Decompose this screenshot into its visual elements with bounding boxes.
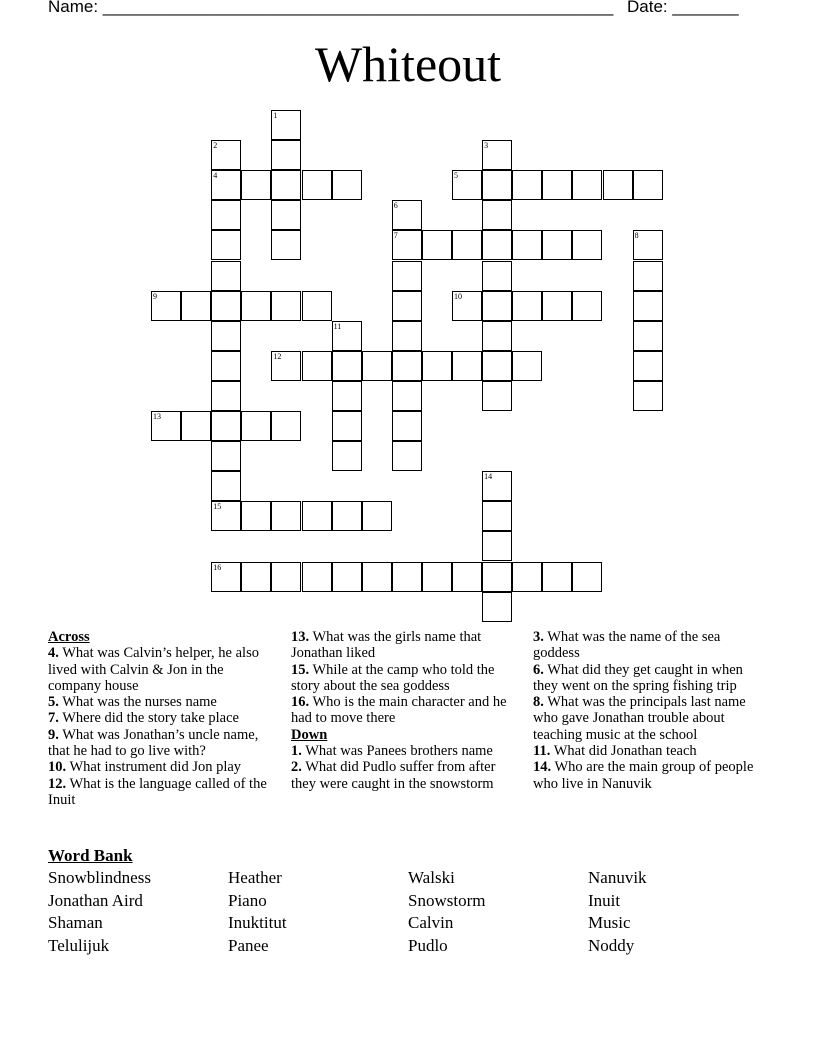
clue-number: 16 — [213, 562, 222, 572]
grid-cell[interactable] — [392, 291, 422, 321]
grid-cell[interactable] — [482, 562, 512, 592]
grid-cell[interactable] — [452, 351, 482, 381]
clue-item-text: What was Calvin’s helper, he also lived with Calvin & Jon in the company house — [48, 645, 259, 694]
grid-cell[interactable] — [302, 562, 332, 592]
clue-item-text: Who are the main group of people who live in Nanuvik — [533, 759, 754, 792]
grid-cell[interactable] — [633, 261, 663, 291]
grid-cell[interactable] — [332, 562, 362, 592]
clue-number: 2 — [213, 141, 218, 151]
clues-column-3 — [533, 629, 761, 792]
clue-item-text: What was the nurses name — [58, 694, 217, 711]
grid-cell[interactable] — [302, 501, 332, 531]
page-title: Whiteout — [314, 36, 502, 92]
grid-cell[interactable] — [482, 471, 512, 501]
clue-item-text: While at the camp who told the story about the sea goddess — [291, 661, 495, 694]
grid-cell[interactable] — [332, 170, 362, 200]
word-bank-word: Pudlo — [408, 935, 448, 955]
grid-cell[interactable] — [392, 200, 422, 230]
grid-cell[interactable] — [603, 170, 633, 200]
word-bank-word: Walski — [408, 868, 455, 887]
word-bank-word: Nanuvik — [588, 868, 647, 887]
grid-cell[interactable] — [633, 351, 663, 381]
grid-cell[interactable] — [482, 531, 512, 561]
clue-item — [533, 694, 761, 743]
clue-item-number: 9. — [48, 726, 59, 743]
clue-number: 1 — [273, 111, 278, 120]
grid-cell[interactable] — [332, 441, 362, 471]
grid-cell[interactable] — [241, 501, 271, 531]
grid-cell[interactable] — [392, 562, 422, 592]
grid-cell[interactable] — [572, 562, 602, 592]
clue-item-text: What is the language called of the Inuit — [48, 775, 267, 808]
grid-cell[interactable] — [241, 562, 271, 592]
clue-item-number: 8. — [533, 694, 544, 711]
grid-cell[interactable] — [633, 230, 663, 260]
grid-cell[interactable] — [271, 140, 301, 170]
grid-cell[interactable] — [211, 230, 241, 260]
clue-number: 3 — [484, 141, 489, 151]
word-bank-word: Shaman — [48, 913, 103, 933]
grid-cell[interactable] — [211, 351, 241, 381]
clue-item — [533, 759, 761, 792]
clue-item — [291, 743, 521, 759]
grid-cell[interactable] — [181, 291, 211, 321]
grid-cell[interactable] — [271, 291, 301, 321]
grid-cell[interactable] — [482, 230, 512, 260]
grid-cell[interactable] — [181, 411, 211, 441]
grid-cell[interactable] — [633, 321, 663, 351]
grid-cell[interactable] — [512, 230, 542, 260]
clue-item — [533, 629, 761, 662]
clue-item — [291, 629, 521, 662]
clue-item-text: What was the girls name that Jonathan liked — [291, 629, 482, 662]
word-bank-word: Telulijuk — [48, 935, 110, 955]
clue-item — [48, 645, 278, 694]
clue-item-text: What was Jonathan’s uncle name, that he had to go live with? — [48, 726, 259, 760]
grid-cell[interactable] — [482, 291, 512, 321]
word-bank-word: Noddy — [588, 935, 635, 955]
grid-cell[interactable] — [151, 411, 181, 441]
word-bank-word: Panee — [228, 935, 269, 955]
grid-cell[interactable] — [271, 200, 301, 230]
word-bank-title: Word Bank — [48, 846, 133, 865]
grid-cell[interactable] — [302, 291, 332, 321]
grid-cell[interactable] — [211, 140, 241, 170]
grid-cell[interactable] — [392, 321, 422, 351]
clue-number: 8 — [634, 231, 639, 241]
clue-number: 10 — [454, 291, 462, 301]
clue-item-number: 10. — [48, 759, 67, 776]
grid-cell[interactable] — [572, 291, 602, 321]
clue-number: 11 — [333, 321, 342, 331]
grid-cell[interactable] — [482, 261, 512, 291]
clue-number: 15 — [213, 502, 222, 512]
grid-cell[interactable] — [542, 562, 572, 592]
grid-cell[interactable] — [211, 411, 241, 441]
clue-item-number: 16. — [291, 694, 310, 711]
grid-cell[interactable] — [392, 230, 422, 260]
date-field-label: Date: _______ — [627, 0, 739, 16]
grid-cell[interactable] — [271, 170, 301, 200]
word-bank-word: Music — [588, 913, 631, 933]
word-bank-word: Calvin — [408, 913, 454, 933]
grid-cell[interactable] — [151, 291, 181, 321]
grid-cell[interactable] — [211, 441, 241, 471]
clue-item — [48, 759, 278, 775]
grid-cell[interactable] — [482, 501, 512, 531]
grid-cell[interactable] — [512, 351, 542, 381]
word-bank-word: Heather — [228, 868, 282, 887]
clues-column-2 — [291, 629, 521, 792]
grid-cell[interactable] — [332, 411, 362, 441]
clue-item-text: What was the principals last name who gave Jonathan trouble about teaching music at the school — [533, 694, 746, 743]
clue-item — [291, 662, 521, 695]
grid-cell[interactable] — [332, 321, 362, 351]
clue-item-text: What did they get caught in when they went on the spring fishing trip — [533, 661, 743, 694]
grid-cell[interactable] — [271, 351, 301, 381]
grid-cell[interactable] — [211, 471, 241, 501]
grid-cell[interactable] — [452, 562, 482, 592]
grid-cell[interactable] — [422, 230, 452, 260]
clue-item-text: What instrument did Jon play — [66, 759, 242, 776]
clue-item-text: Where did the story take place — [58, 710, 239, 727]
clue-number: 7 — [393, 231, 398, 241]
grid-cell[interactable] — [392, 411, 422, 441]
clue-item-text: What was Panees brothers name — [301, 743, 493, 760]
name-field-label: Name: ______________________________________________________ — [48, 0, 614, 16]
grid-cell[interactable] — [211, 562, 241, 592]
clue-item-number: 11. — [533, 743, 551, 760]
clue-item-number: 4. — [48, 645, 59, 662]
grid-cell[interactable] — [241, 291, 271, 321]
clue-item — [291, 759, 521, 792]
clue-item — [533, 662, 761, 695]
clue-item — [48, 776, 278, 809]
clue-item-text: Who is the main character and he had to move there — [291, 694, 507, 727]
grid-cell[interactable] — [241, 170, 271, 200]
clue-heading-down: Down — [291, 726, 328, 743]
grid-cell[interactable] — [422, 562, 452, 592]
clue-number: 9 — [153, 291, 157, 301]
clue-number: 6 — [393, 201, 398, 211]
clue-item — [48, 710, 278, 726]
word-bank-word: Jonathan Aird — [48, 890, 143, 910]
clue-item — [291, 694, 521, 727]
grid-cell[interactable] — [482, 592, 512, 622]
clue-number: 4 — [213, 171, 218, 181]
grid-cell[interactable] — [572, 170, 602, 200]
clue-item — [533, 743, 761, 759]
clue-item-number: 6. — [533, 661, 544, 678]
clue-item — [48, 727, 278, 760]
grid-cell[interactable] — [211, 170, 241, 200]
clue-item-number: 7. — [48, 710, 59, 727]
grid-cell[interactable] — [332, 351, 362, 381]
grid-cell[interactable] — [271, 110, 301, 140]
grid-cell[interactable] — [512, 170, 542, 200]
grid-cell[interactable] — [271, 562, 301, 592]
clue-item-number: 3. — [533, 629, 544, 645]
grid-cell[interactable] — [452, 230, 482, 260]
grid-cell[interactable] — [392, 381, 422, 411]
grid-cell[interactable] — [302, 351, 332, 381]
grid-cell[interactable] — [211, 381, 241, 411]
grid-cell[interactable] — [633, 170, 663, 200]
clue-item-number: 1. — [291, 743, 302, 760]
clue-number: 14 — [484, 472, 493, 482]
grid-cell[interactable] — [362, 351, 392, 381]
grid-cell[interactable] — [482, 381, 512, 411]
word-bank-word: Inuit — [588, 890, 621, 910]
grid-cell[interactable] — [422, 351, 452, 381]
grid-cell[interactable] — [482, 170, 512, 200]
grid-cell[interactable] — [572, 230, 602, 260]
grid-cell[interactable] — [512, 291, 542, 321]
grid-cell[interactable] — [482, 200, 512, 230]
clue-number: 5 — [454, 171, 458, 181]
grid-cell[interactable] — [211, 321, 241, 351]
clue-number: 13 — [153, 412, 161, 421]
grid-cell[interactable] — [271, 411, 301, 441]
grid-cell[interactable] — [482, 351, 512, 381]
grid-cell[interactable] — [332, 381, 362, 411]
grid-cell[interactable] — [362, 501, 392, 531]
grid-cell[interactable] — [362, 562, 392, 592]
word-bank-word: Piano — [228, 890, 267, 910]
clue-heading-across: Across — [48, 629, 90, 645]
grid-cell[interactable] — [211, 501, 241, 531]
grid-cell[interactable] — [482, 140, 512, 170]
grid-cell[interactable] — [452, 291, 482, 321]
grid-cell[interactable] — [452, 170, 482, 200]
clue-item-text: What was the name of the sea goddess — [533, 629, 721, 662]
grid-cell[interactable] — [211, 200, 241, 230]
clue-item-text: What did Jonathan teach — [550, 743, 697, 760]
word-bank-word: Snowblindness — [48, 868, 151, 887]
clue-item-number: 14. — [533, 759, 552, 776]
grid-cell[interactable] — [633, 381, 663, 411]
grid-cell[interactable] — [633, 291, 663, 321]
clue-item-number: 13. — [291, 629, 310, 645]
grid-cell[interactable] — [241, 411, 271, 441]
grid-cell[interactable] — [392, 441, 422, 471]
grid-cell[interactable] — [542, 230, 572, 260]
grid-cell[interactable] — [542, 291, 572, 321]
grid-cell[interactable] — [542, 170, 572, 200]
clue-item-text: What did Pudlo suffer from after they were caught in the snowstorm — [291, 759, 496, 792]
grid-cell[interactable] — [271, 501, 301, 531]
clue-item-number: 12. — [48, 775, 67, 792]
word-bank-word: Inuktitut — [228, 913, 287, 933]
grid-cell[interactable] — [392, 351, 422, 381]
grid-cell[interactable] — [302, 170, 332, 200]
grid-cell[interactable] — [512, 562, 542, 592]
grid-cell[interactable] — [392, 261, 422, 291]
clues-column-1 — [48, 629, 278, 808]
grid-cell[interactable] — [482, 321, 512, 351]
grid-cell[interactable] — [211, 261, 241, 291]
grid-cell[interactable] — [271, 230, 301, 260]
word-bank-word: Snowstorm — [408, 890, 486, 910]
clue-item-number: 15. — [291, 661, 310, 678]
grid-cell[interactable] — [332, 501, 362, 531]
clue-item — [48, 694, 278, 710]
grid-cell[interactable] — [211, 291, 241, 321]
clue-item-number: 2. — [291, 759, 302, 776]
clue-item-number: 5. — [48, 694, 59, 711]
clue-number: 12 — [273, 351, 282, 361]
